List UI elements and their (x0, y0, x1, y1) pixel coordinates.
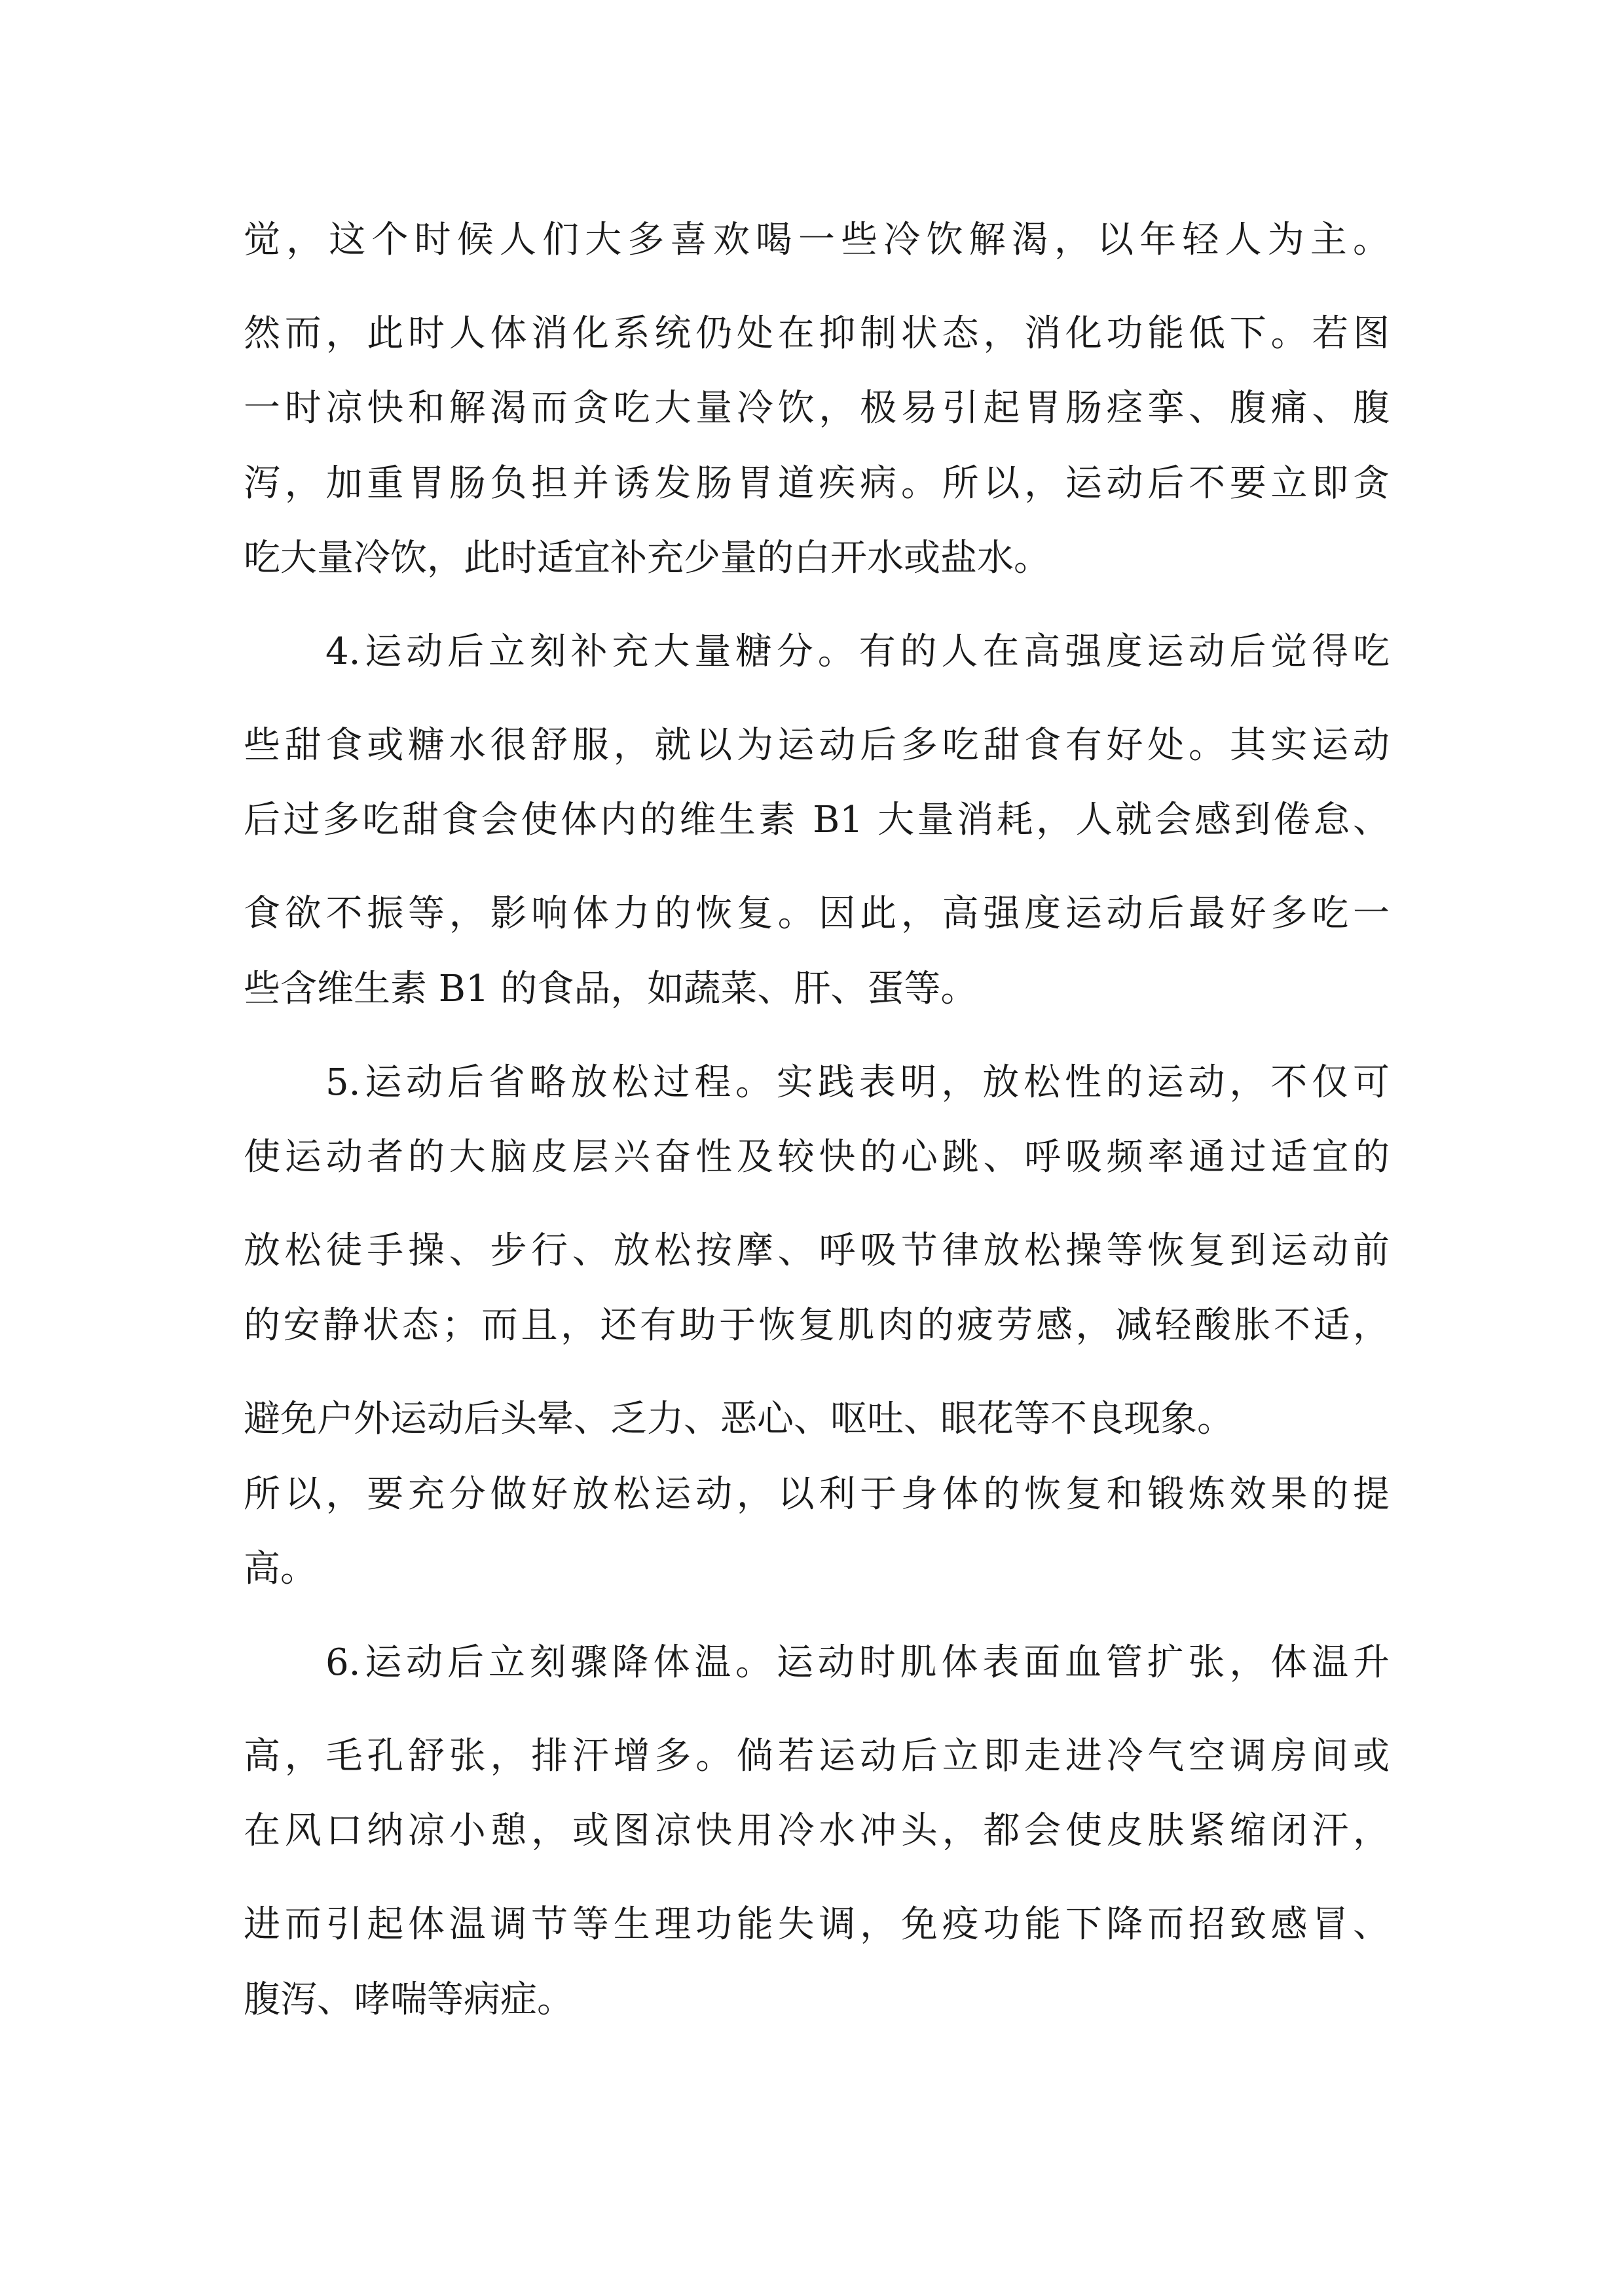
paragraph-line: 的安静状态；而且，还有助于恢复肌肉的疲劳感，减轻酸胀不适， (244, 1304, 1390, 1347)
paragraph-line: 5.运动后省略放松过程。实践表明，放松性的运动，不仅可 (325, 1061, 1390, 1104)
paragraph-line: 泻，加重胃肠负担并诱发肠胃道疾病。所以，运动后不要立即贪 (244, 462, 1390, 505)
paragraph-line: 在风口纳凉小憩，或图凉快用冷水冲头，都会使皮肤紧缩闭汗， (244, 1810, 1390, 1852)
paragraph-line: 然而，此时人体消化系统仍处在抑制状态，消化功能低下。若图 (244, 312, 1390, 355)
paragraph-line: 食欲不振等，影响体力的恢复。因此，高强度运动后最好多吃一 (244, 892, 1390, 935)
paragraph-line: 觉，这个时候人们大多喜欢喝一些冷饮解渴，以年轻人为主。 (244, 219, 1390, 261)
paragraph-line: 腹泻、哮喘等病症。 (244, 1978, 574, 2021)
paragraph-line: 所以，要充分做好放松运动，以利于身体的恢复和锻炼效果的提 (244, 1473, 1390, 1516)
paragraph-line: 避免户外运动后头晕、乏力、恶心、呕吐、眼花等不良现象。 (244, 1398, 1234, 1440)
paragraph-line: 后过多吃甜食会使体内的维生素 B1 大量消耗，人就会感到倦怠、 (244, 799, 1390, 841)
paragraph-line: 高，毛孔舒张，排汗增多。倘若运动后立即走进冷气空调房间或 (244, 1735, 1390, 1777)
paragraph-line: 使运动者的大脑皮层兴奋性及较快的心跳、呼吸频率通过适宜的 (244, 1136, 1390, 1178)
paragraph-line: 进而引起体温调节等生理功能失调，免疫功能下降而招致感冒、 (244, 1903, 1390, 1946)
paragraph-line: 6.运动后立刻骤降体温。运动时肌体表面血管扩张，体温升 (325, 1641, 1390, 1684)
paragraph-line: 高。 (244, 1548, 317, 1590)
paragraph-line: 放松徒手操、步行、放松按摩、呼吸节律放松操等恢复到运动前 (244, 1230, 1390, 1272)
paragraph-line: 些含维生素 B1 的食品，如蔬菜、肝、蛋等。 (244, 968, 978, 1010)
paragraph-line: 一时凉快和解渴而贪吃大量冷饮，极易引起胃肠痉挛、腹痛、腹 (244, 387, 1390, 429)
paragraph-line: 些甜食或糖水很舒服，就以为运动后多吃甜食有好处。其实运动 (244, 724, 1390, 767)
document-page (244, 0, 1390, 2296)
paragraph-line: 4.运动后立刻补充大量糖分。有的人在高强度运动后觉得吃 (325, 630, 1390, 673)
paragraph-line: 吃大量冷饮，此时适宜补充少量的白开水或盐水。 (244, 537, 1050, 579)
